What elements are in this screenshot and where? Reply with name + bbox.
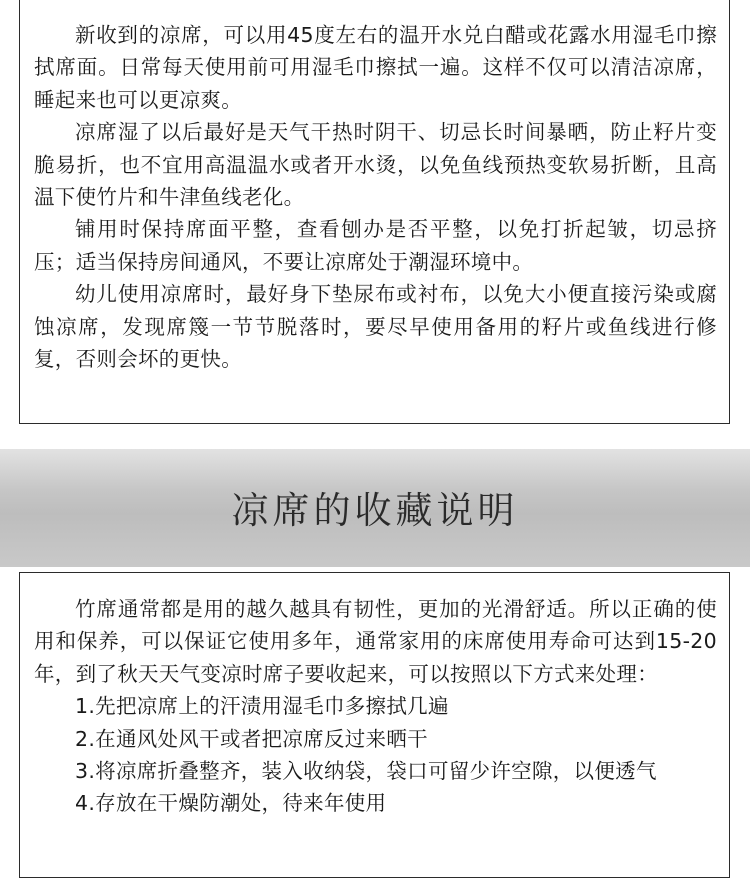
- storage-instructions-box: [19, 572, 730, 878]
- care-paragraph-3: 铺用时保持席面平整，查看刨办是否平整，以免打折起皱，切忌挤压；适当保持房间通风，不要让凉席处于潮湿环境中。: [34, 217, 717, 274]
- storage-step-4: 4.存放在干燥防潮处，待来年使用: [75, 791, 387, 816]
- care-instructions-box: [19, 0, 730, 424]
- storage-step-2: 2.在通风处风干或者把凉席反过来晒干: [75, 726, 428, 751]
- section-banner: [0, 449, 750, 567]
- storage-steps-list: [34, 690, 717, 820]
- care-paragraph-1: 新收到的凉席，可以用45度左右的温开水兑白醋或花露水用湿毛巾擦拭席面。日常每天使用前可用湿毛巾擦拭一遍。这样不仅可以清洁凉席，睡起来也可以更凉爽。: [34, 23, 717, 112]
- storage-step-1: 1.先把凉席上的汗渍用湿毛巾多擦拭几遍: [75, 694, 449, 719]
- storage-step-3: 3.将凉席折叠整齐，装入收纳袋，袋口可留少许空隙，以便透气: [75, 759, 657, 784]
- care-paragraph-4: 幼儿使用凉席时，最好身下垫尿布或衬布，以免大小便直接污染或腐蚀凉席，发现席篾一节节脱落时，要尽早使用备用的籽片或鱼线进行修复，否则会坏的更快。: [34, 282, 717, 372]
- storage-intro: 竹席通常都是用的越久越具有韧性，更加的光滑舒适。所以正确的使用和保养，可以保证它使用多年，通常家用的床席使用寿命可达到15-20年，到了秋天天气变凉时席子要收起来，可以按照以下方式来处理：: [34, 597, 717, 686]
- care-paragraph-2: 凉席湿了以后最好是天气干热时阴干、切忌长时间暴晒，防止籽片变脆易折，也不宜用高温温水或者开水烫，以免鱼线预热变软易折断，且高温下使竹片和牛津鱼线老化。: [34, 120, 717, 210]
- section-title: 凉席的收藏说明: [231, 489, 519, 532]
